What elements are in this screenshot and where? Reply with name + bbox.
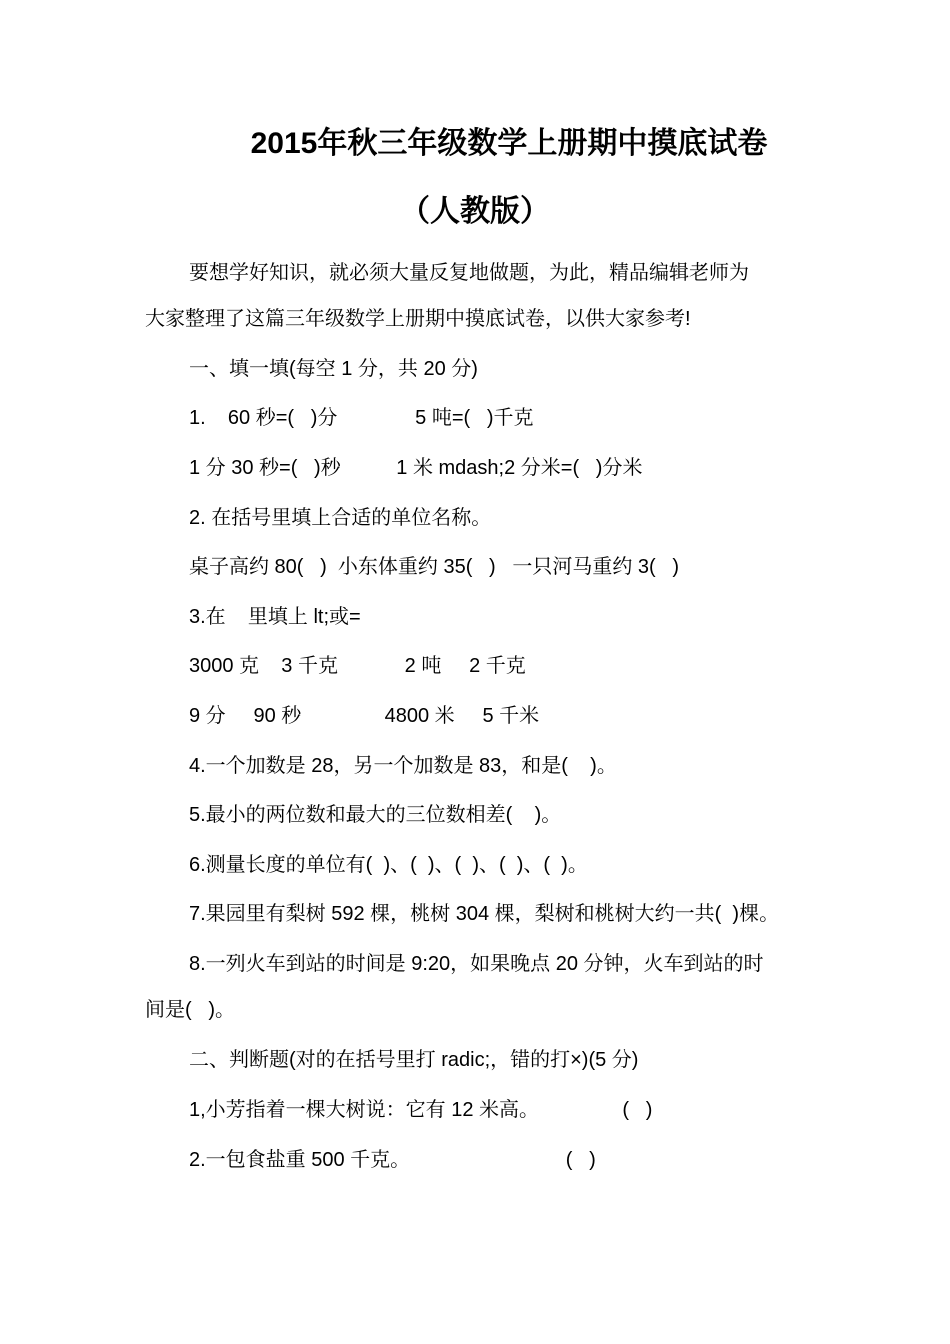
question-3-line-2: 9 分 90 秒 4800 米 5 千米 xyxy=(189,705,540,727)
question-2-text: 2. 在括号里填上合适的单位名称。 xyxy=(189,507,492,529)
section-1-heading: 一、填一填(每空 1 分，共 20 分) xyxy=(189,358,478,380)
question-8-line-2: 间是( )。 xyxy=(145,999,235,1021)
question-5-text: 5.最小的两位数和最大的三位数相差( )。 xyxy=(189,804,562,826)
judgement-2-text: 2.一包食盐重 500 千克。 ( ) xyxy=(189,1149,596,1171)
question-2-items: 桌子高约 80( ) 小东体重约 35( ) 一只河马重约 3( ) xyxy=(189,556,680,578)
question-1-line-1: 1. 60 秒=( )分 5 吨=( )千克 xyxy=(189,407,534,429)
question-4-text: 4.一个加数是 28，另一个加数是 83，和是( )。 xyxy=(189,755,617,777)
section-2-heading: 二、判断题(对的在括号里打 radic;，错的打×)(5 分) xyxy=(189,1049,639,1071)
question-3-line-1: 3000 克 3 千克 2 吨 2 千克 xyxy=(189,655,526,677)
intro-paragraph-line-1: 要想学好知识，就必须大量反复地做题，为此，精品编辑老师为 xyxy=(189,262,749,284)
question-3-text: 3.在 里填上 lt;或= xyxy=(189,606,361,628)
question-1-line-2: 1 分 30 秒=( )秒 1 米 mdash;2 分米=( )分米 xyxy=(189,457,643,479)
document-title: 2015年秋三年级数学上册期中摸底试卷 xyxy=(250,127,768,160)
question-7-text: 7.果园里有梨树 592 棵，桃树 304 棵，梨树和桃树大约一共( )棵。 xyxy=(189,903,780,925)
document-subtitle: （人教版） xyxy=(400,195,550,228)
judgement-1-text: 1,小芳指着一棵大树说：它有 12 米高。 ( ) xyxy=(189,1099,653,1121)
intro-paragraph-line-2: 大家整理了这篇三年级数学上册期中摸底试卷，以供大家参考! xyxy=(145,308,691,330)
question-8-line-1: 8.一列火车到站的时间是 9:20，如果晚点 20 分钟，火车到站的时 xyxy=(189,953,764,975)
question-6-text: 6.测量长度的单位有( )、( )、( )、( )、( )。 xyxy=(189,854,588,876)
